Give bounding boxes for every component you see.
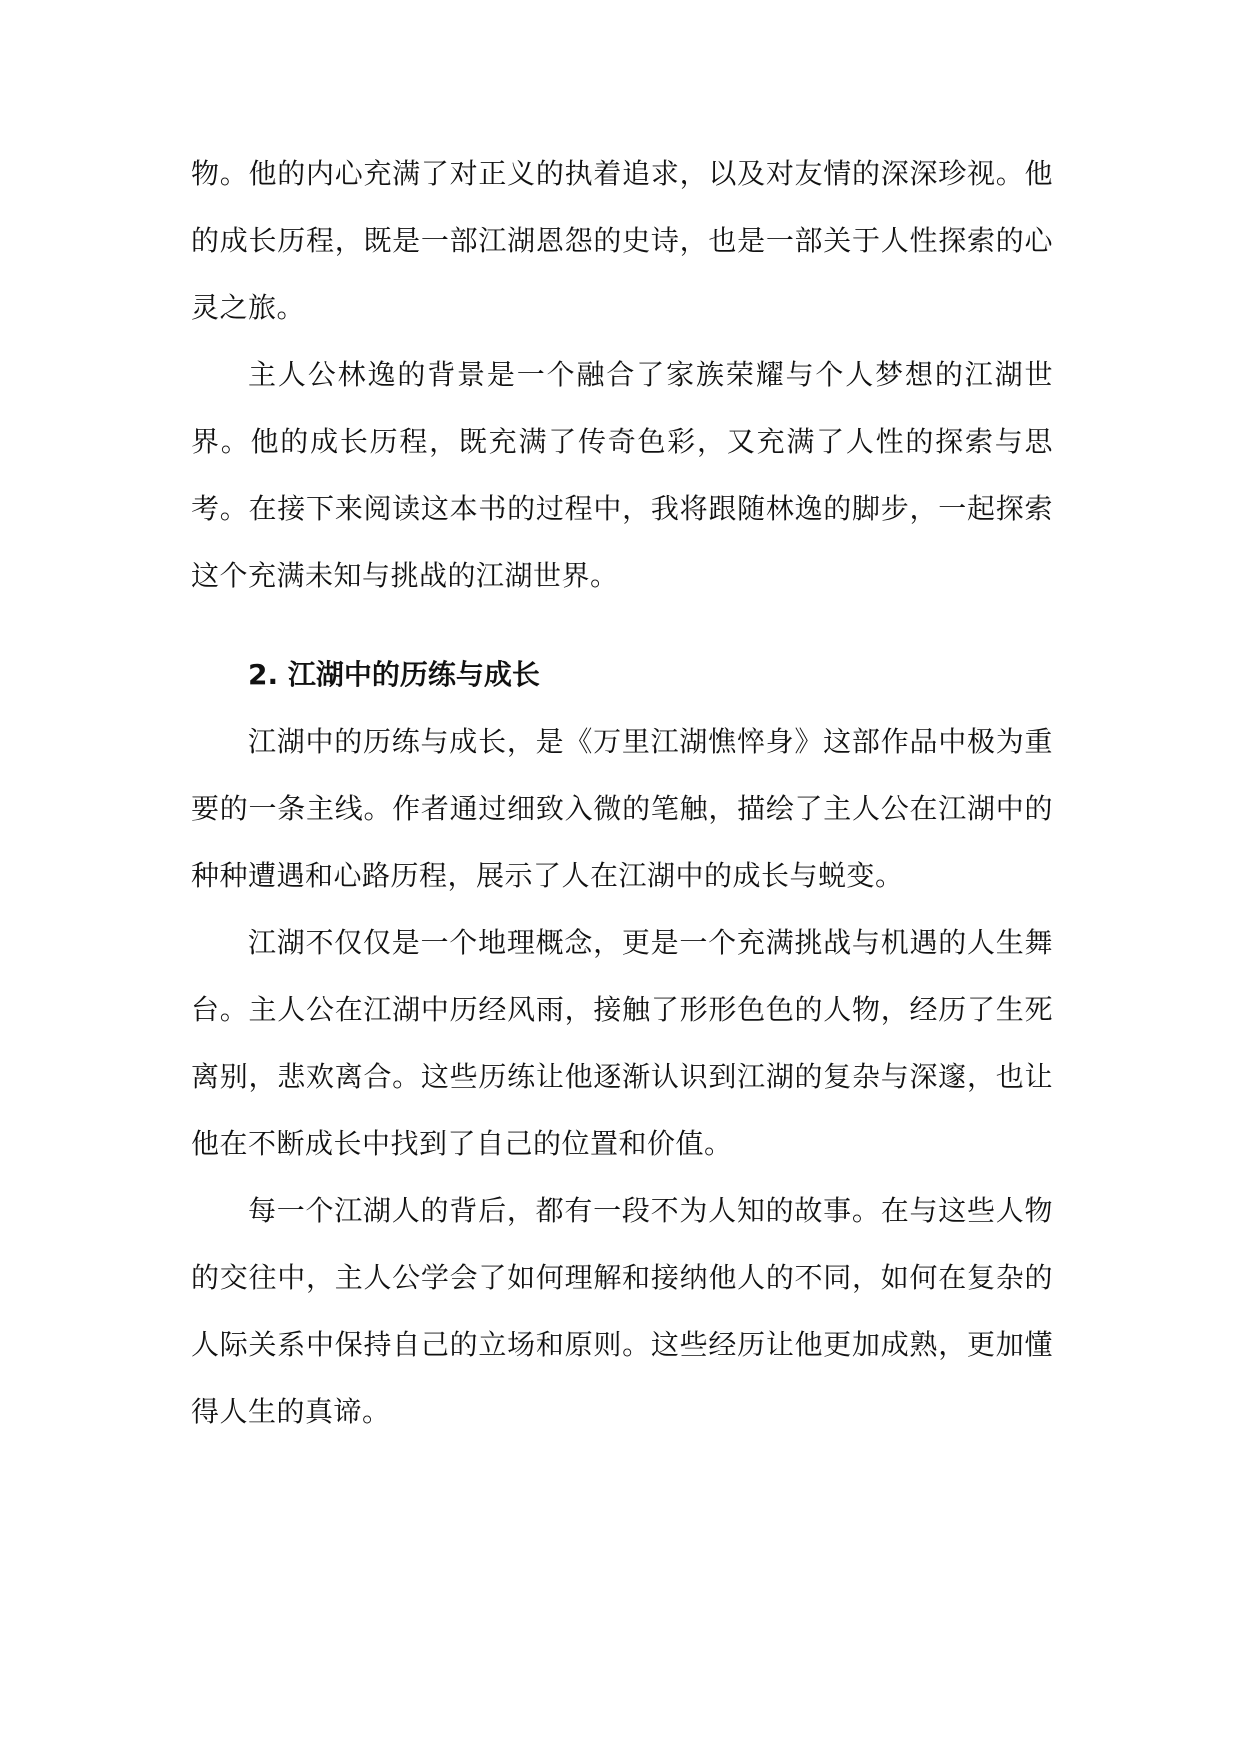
paragraph-growth-mainline: 江湖中的历练与成长，是《万里江湖憔悴身》这部作品中极为重要的一条主线。作者通过细致入微的笔触，描绘了主人公在江湖中的种种遭遇和心路历程，展示了人在江湖中的成长与蜕变。 [191, 725, 1053, 892]
paragraph-continued: 物。他的内心充满了对正义的执着追求，以及对友情的深深珍视。他的成长历程，既是一部江湖恩怨的史诗，也是一部关于人性探索的心灵之旅。 [191, 157, 1053, 324]
paragraph-jianghu-stage: 江湖不仅仅是一个地理概念，更是一个充满挑战与机遇的人生舞台。主人公在江湖中历经风雨，接触了形形色色的人物，经历了生死离别，悲欢离合。这些历练让他逐渐认识到江湖的复杂与深邃，也让他在不断成长中找到了自己的位置和价值。 [191, 926, 1053, 1160]
document-body [191, 140, 1053, 1445]
paragraph-protagonist-background: 主人公林逸的背景是一个融合了家族荣耀与个人梦想的江湖世界。他的成长历程，既充满了传奇色彩，又充满了人性的探索与思考。在接下来阅读这本书的过程中，我将跟随林逸的脚步，一起探索这个充满未知与挑战的江湖世界。 [191, 358, 1053, 592]
paragraph-untold-stories: 每一个江湖人的背后，都有一段不为人知的故事。在与这些人物的交往中，主人公学会了如何理解和接纳他人的不同，如何在复杂的人际关系中保持自己的立场和原则。这些经历让他更加成熟，更加懂得人生的真谛。 [191, 1194, 1053, 1428]
section-heading: 2. 江湖中的历练与成长 [248, 658, 540, 691]
